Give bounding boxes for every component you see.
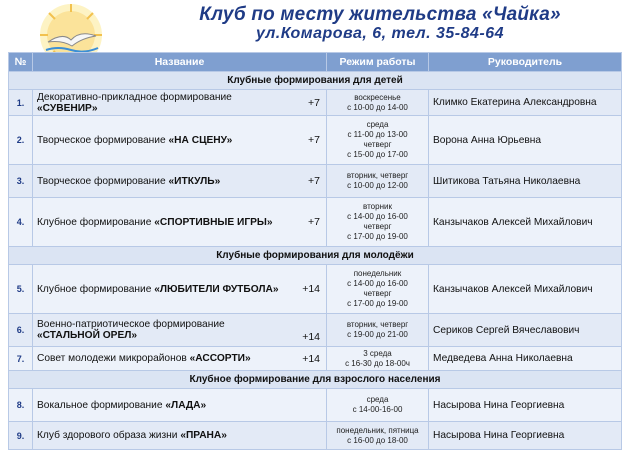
schedule-line: с 19-00 до 21-00 [347, 330, 408, 339]
column-header-number: № [9, 53, 33, 72]
club-name-cell [33, 389, 327, 422]
club-title: «СУВЕНИР» [37, 102, 98, 114]
column-header-schedule: Режим работы [327, 53, 429, 72]
schedule-cell [327, 116, 429, 165]
table-row [9, 116, 622, 165]
schedule-line: с 16-30 до 18-00ч [345, 358, 410, 368]
schedule-line: с 11-00 до 13-00 [347, 130, 408, 139]
section-header-row [9, 247, 622, 265]
schedule-line: воскресенье [354, 92, 401, 102]
schedule-cell [327, 422, 429, 450]
club-type: Военно-патриотическое формирование [37, 319, 225, 330]
table-row [9, 265, 622, 314]
table-row [9, 314, 622, 347]
schedule-line: среда [366, 395, 389, 404]
leader-name: Сериков Сергей Вячеславович [429, 314, 622, 347]
page-address: ул.Комарова, 6, тел. 35-84-64 [255, 25, 505, 42]
table-body [9, 72, 622, 450]
club-name-cell [33, 165, 327, 198]
club-title: «ИТКУЛЬ» [168, 175, 221, 187]
club-type: Творческое формирование [37, 134, 169, 146]
schedule-line: с 14-00 до 16-00 [347, 279, 408, 288]
club-name-cell [33, 265, 327, 314]
club-title: «СТАЛЬНОЙ ОРЕЛ» [37, 330, 138, 341]
leader-name: Канзычаков Алексей Михайлович [429, 198, 622, 247]
column-header-name: Название [33, 53, 327, 72]
schedule-line: 3 среда [363, 348, 392, 358]
table-row [9, 198, 622, 247]
age-limit: +7 [308, 134, 320, 146]
section-title: Клубные формирования для детей [9, 72, 622, 90]
club-name-cell [33, 90, 327, 116]
page-header [0, 0, 629, 52]
leader-name: Канзычаков Алексей Михайлович [429, 265, 622, 314]
age-limit: +7 [308, 96, 320, 109]
club-title: «НА СЦЕНУ» [168, 134, 233, 146]
schedule-line: четверг [363, 222, 392, 231]
schedule-cell [327, 198, 429, 247]
schedule-line: понедельник, пятница [336, 425, 419, 435]
age-limit: +14 [302, 331, 320, 344]
row-number: 3. [9, 165, 33, 198]
page-title: Клуб по месту жительства «Чайка» [199, 4, 561, 25]
age-limit: +14 [302, 283, 320, 295]
club-title: «СПОРТИВНЫЕ ИГРЫ» [154, 216, 273, 228]
leader-name: Медведева Анна Николаевна [429, 347, 622, 371]
club-title: «ЛЮБИТЕЛИ ФУТБОЛА» [154, 283, 279, 295]
row-number: 7. [9, 347, 33, 371]
section-header-row [9, 72, 622, 90]
schedule-line: с 17-00 до 19-00 [347, 232, 408, 241]
table-row [9, 165, 622, 198]
schedule-cell [327, 90, 429, 116]
schedule-line: понедельник [353, 269, 402, 278]
schedule-line: с 10-00 до 14-00 [347, 102, 408, 112]
club-title: «ПРАНА» [180, 430, 227, 441]
row-number: 2. [9, 116, 33, 165]
section-title: Клубное формирование для взрослого населения [9, 371, 622, 389]
schedule-line: с 15-00 до 17-00 [347, 150, 408, 159]
club-name-cell [33, 314, 327, 347]
row-number: 5. [9, 265, 33, 314]
club-name-cell [33, 422, 327, 450]
schedule-line: с 17-00 до 19-00 [347, 299, 408, 308]
schedule-line: четверг [363, 140, 392, 149]
table-row [9, 422, 622, 450]
club-type: Клуб здорового образа жизни [37, 430, 181, 441]
age-limit: +7 [308, 175, 320, 187]
club-type: Клубное формирование [37, 283, 155, 295]
schedule-cell [327, 265, 429, 314]
schedule-line: с 16-00 до 18-00 [347, 435, 408, 445]
table-row [9, 389, 622, 422]
column-header-leader: Руководитель [429, 53, 622, 72]
row-number: 6. [9, 314, 33, 347]
row-number: 9. [9, 422, 33, 450]
club-type: Совет молодежи микрорайонов [37, 353, 190, 364]
schedule-line: вторник, четверг [346, 171, 409, 180]
row-number: 1. [9, 90, 33, 116]
table-row [9, 347, 622, 371]
leader-name: Шитикова Татьяна Николаевна [429, 165, 622, 198]
club-name-cell [33, 198, 327, 247]
age-limit: +7 [308, 216, 320, 228]
schedule-cell [327, 389, 429, 422]
schedule-cell [327, 165, 429, 198]
club-name-cell [33, 347, 327, 371]
schedule-line: с 14-00 до 16-00 [347, 212, 408, 221]
age-limit: +14 [302, 352, 320, 365]
club-title: «ЛАДА» [165, 399, 207, 411]
club-name-cell [33, 116, 327, 165]
club-type: Вокальное формирование [37, 399, 166, 411]
schedule-cell [327, 347, 429, 371]
schedule-line: среда [366, 120, 389, 129]
club-type: Творческое формирование [37, 175, 169, 187]
table-header-row [9, 53, 622, 72]
leader-name: Климко Екатерина Александровна [429, 90, 622, 116]
club-title: «АССОРТИ» [189, 353, 251, 364]
schedule-line: с 14-00-16-00 [352, 405, 403, 414]
schedule-table [8, 52, 622, 450]
section-header-row [9, 371, 622, 389]
club-type: Клубное формирование [37, 216, 155, 228]
schedule-line: с 10-00 до 12-00 [347, 181, 408, 190]
row-number: 4. [9, 198, 33, 247]
schedule-cell [327, 314, 429, 347]
row-number: 8. [9, 389, 33, 422]
club-type: Декоративно-прикладное формирование [37, 91, 232, 103]
schedule-line: вторник [363, 202, 392, 211]
schedule-line: четверг [363, 289, 392, 298]
leader-name: Ворона Анна Юрьевна [429, 116, 622, 165]
table-row [9, 90, 622, 116]
leader-name: Насырова Нина Георгиевна [429, 389, 622, 422]
section-title: Клубные формирования для молодёжи [9, 247, 622, 265]
leader-name: Насырова Нина Георгиевна [429, 422, 622, 450]
schedule-line: вторник, четверг [346, 320, 409, 329]
